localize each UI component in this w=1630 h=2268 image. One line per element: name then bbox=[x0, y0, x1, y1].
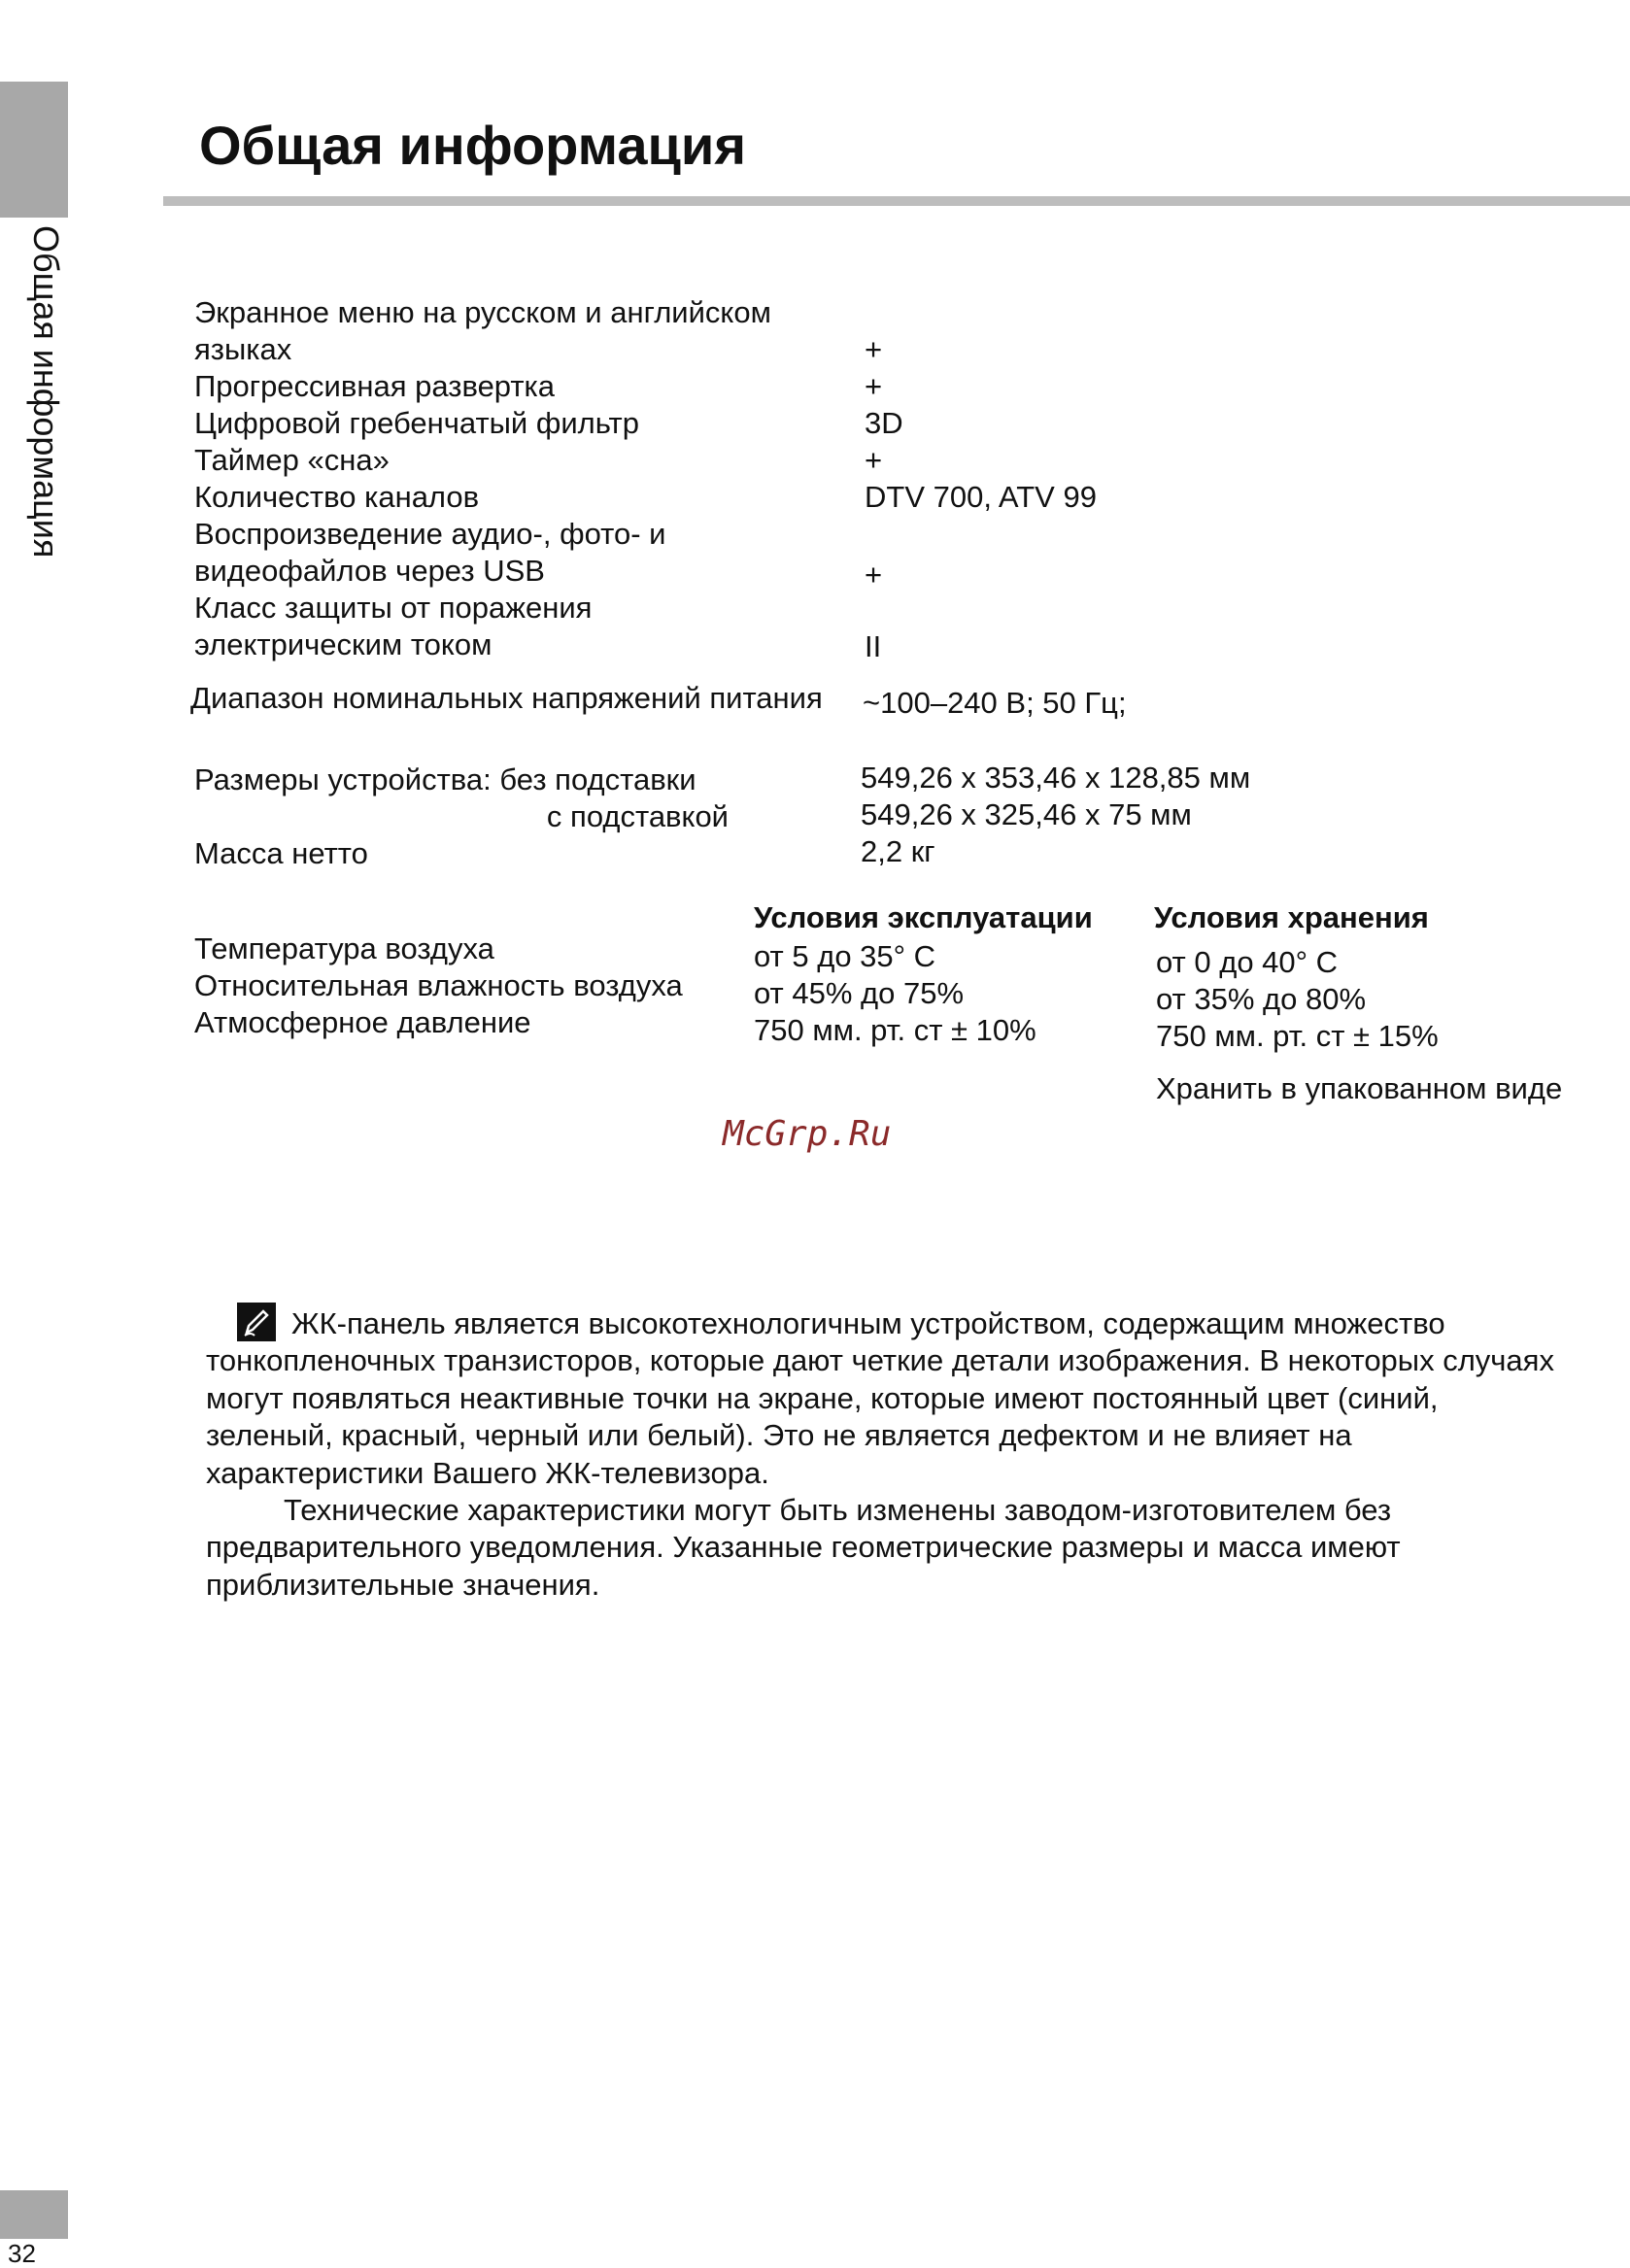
spec-value: 3D bbox=[865, 406, 903, 440]
spec-value: II bbox=[865, 629, 882, 663]
weight-value: 2,2 кг bbox=[861, 834, 935, 868]
spec-label: Прогрессивная развертка bbox=[194, 369, 556, 403]
storage-value: от 35% до 80% bbox=[1156, 982, 1367, 1016]
spec-label: Цифровой гребенчатый фильтр bbox=[194, 406, 639, 440]
spec-label: языках bbox=[194, 332, 292, 366]
spec-value: + bbox=[865, 558, 883, 592]
title-divider bbox=[163, 196, 1630, 206]
note-block bbox=[206, 1303, 1566, 1604]
spec-label: Таймер «сна» bbox=[194, 443, 390, 477]
storage-note: Хранить в упакованном виде bbox=[1156, 1071, 1563, 1105]
spec-label: Воспроизведение аудио-, фото- и bbox=[194, 517, 666, 551]
spec-value: + bbox=[865, 332, 883, 366]
pencil-note-icon bbox=[237, 1303, 276, 1341]
side-section-label: Общая информация bbox=[26, 225, 66, 559]
dimensions-label: Размеры устройства: без подставки bbox=[194, 762, 696, 796]
power-value: ~100–240 В; 50 Гц; bbox=[863, 686, 1127, 720]
condition-label: Относительная влажность воздуха bbox=[194, 968, 683, 1002]
storage-conditions-header: Условия хранения bbox=[1154, 900, 1429, 934]
spec-value: + bbox=[865, 443, 883, 477]
weight-label: Масса нетто bbox=[194, 836, 368, 870]
note-paragraph-text: ЖК-панель является высокотехнологичным устройством, содержащим множество тонкопленочных транзисторов, которые дают четкие детали изображения. В некоторых случаях могут появляться неактивные точки на экране, которые имеют постоянный цвет (синий, зеленый, красный, черный или белый). Это не является дефектом и не влияет на характеристики Вашего ЖК-телевизора. bbox=[206, 1306, 1554, 1490]
operation-value: от 45% до 75% bbox=[754, 976, 965, 1010]
spec-label: Количество каналов bbox=[194, 480, 480, 514]
page-number: 32 bbox=[8, 2239, 36, 2268]
operation-conditions-header: Условия эксплуатации bbox=[754, 900, 1093, 934]
condition-label: Температура воздуха bbox=[194, 931, 494, 965]
side-tab bbox=[0, 82, 68, 218]
watermark: McGrp.Ru bbox=[723, 1114, 892, 1154]
operation-value: 750 мм. рт. ст ± 10% bbox=[754, 1013, 1036, 1047]
operation-value: от 5 до 35° С bbox=[754, 939, 936, 973]
page-title: Общая информация bbox=[199, 115, 747, 176]
page-number-tab bbox=[0, 2190, 68, 2239]
power-label: Диапазон номинальных напряжений питания bbox=[190, 681, 823, 715]
dimensions-without-stand: 549,26 x 353,46 x 128,85 мм bbox=[861, 761, 1251, 795]
dimensions-with-stand: 549,26 x 325,46 x 75 мм bbox=[861, 797, 1192, 831]
spec-value: + bbox=[865, 369, 883, 403]
note-paragraph bbox=[206, 1303, 1566, 1492]
spec-label: Класс защиты от поражения bbox=[194, 591, 593, 625]
storage-value: от 0 до 40° С bbox=[1156, 945, 1339, 979]
storage-value: 750 мм. рт. ст ± 15% bbox=[1156, 1019, 1439, 1053]
spec-value: DTV 700, ATV 99 bbox=[865, 480, 1097, 514]
note-paragraph-2: Технические характеристики могут быть изменены заводом-изготовителем без предварительного уведомления. Указанные геометрические размеры и масса имеют приблизительные значения. bbox=[206, 1493, 1401, 1602]
spec-label: Экранное меню на русском и английском bbox=[194, 295, 771, 329]
dimensions-with-stand-label: с подставкой bbox=[546, 799, 729, 833]
spec-label: электрическим током bbox=[194, 627, 492, 661]
condition-label: Атмосферное давление bbox=[194, 1005, 531, 1039]
spec-label: видеофайлов через USB bbox=[194, 554, 545, 588]
